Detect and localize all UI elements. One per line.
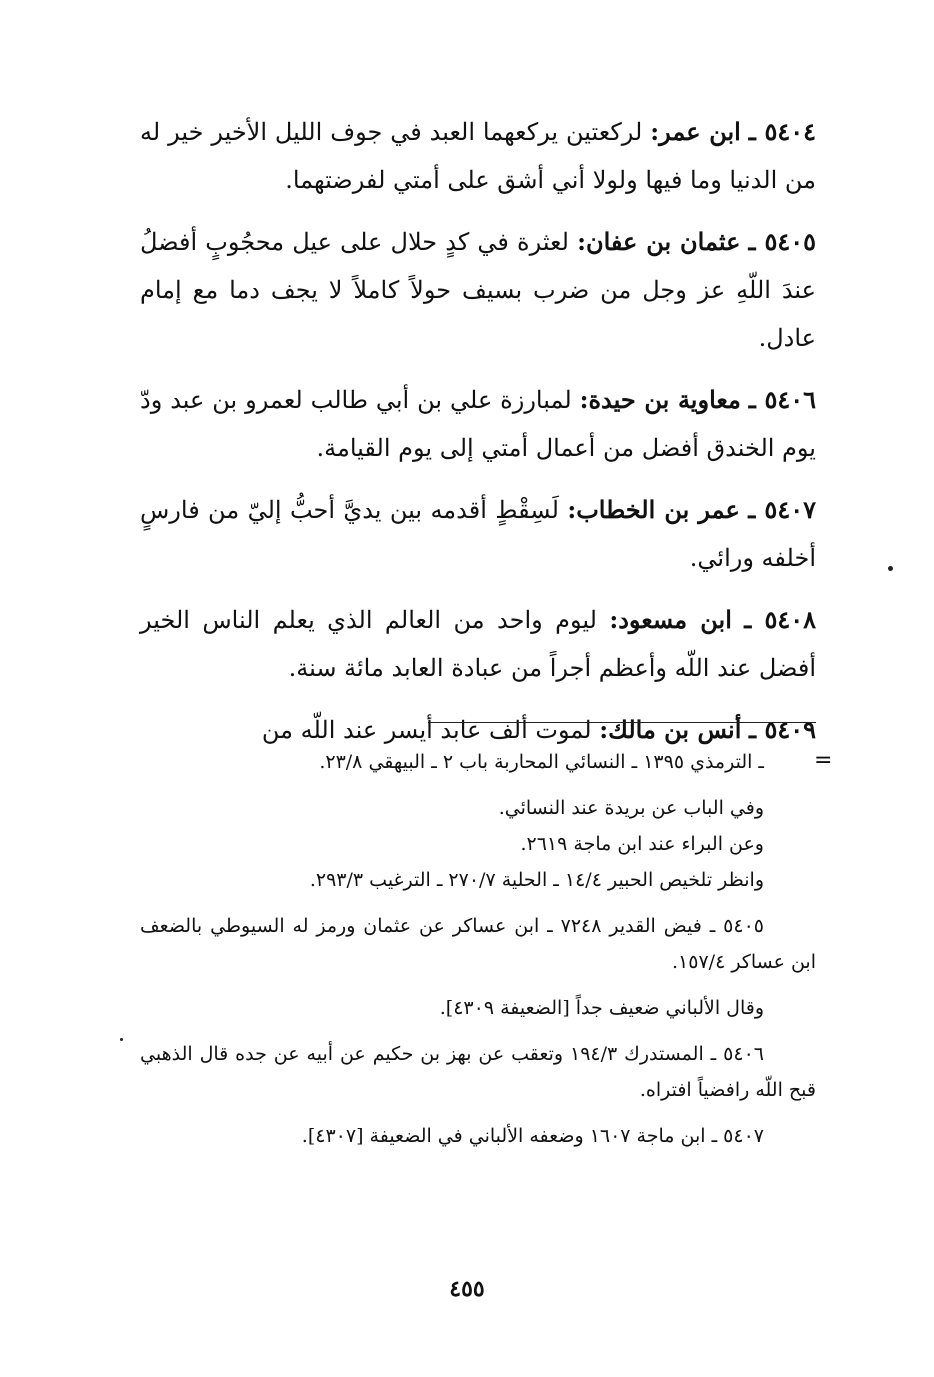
- entry-narrator: عمر بن الخطاب:: [567, 495, 740, 524]
- footnote-line: وانظر تلخيص الحبير ١٤/٤ ـ الحلية ٢٧٠/٧ ـ الترغيب ٢٩٣/٣.: [309, 869, 764, 891]
- footnotes: [140, 744, 816, 1154]
- footnote-line: ـ الترمذي ١٣٩٥ ـ النسائي المحاربة باب ٢ ـ البيهقي ٢٣/٨.: [319, 751, 764, 773]
- footnote-divider: [428, 722, 816, 723]
- entry-narrator: ابن مسعود:: [609, 605, 732, 634]
- ink-speck: [888, 566, 893, 571]
- entry-narrator: ابن عمر:: [650, 117, 741, 146]
- entry-number: ٥٤٠٧ ـ: [748, 495, 816, 524]
- entry-text: لَسِقْطٍ أقدمه بين يديَّ أحبُّ إليّ من فارسٍ أخلفه ورائي.: [140, 496, 816, 572]
- entry-number: ٥٤٠٤ ـ: [748, 117, 816, 146]
- entry-text: لموت ألف عابد أيسر عند اللّه من: [261, 716, 600, 744]
- entry-narrator: معاوية بن حيدة:: [579, 385, 741, 414]
- continuation-mark: =: [814, 748, 833, 773]
- entry-text: ليوم واحد من العالم الذي يعلم الناس الخير أفضل عند اللّه وأعظم أجراً من عبادة العابد مائة سنة.: [140, 606, 816, 682]
- footnote-line: وقال الألباني ضعيف جداً [الضعيفة ٤٣٠٩].: [439, 997, 764, 1019]
- entry-number: ٥٤٠٩ ـ: [749, 715, 816, 744]
- entry-5404: [140, 108, 816, 204]
- footnote-5405: [140, 908, 816, 980]
- entry-5407: [140, 486, 816, 582]
- footnote-line: وعن البراء عند ابن ماجة ٢٦١٩.: [520, 833, 764, 855]
- entry-5406: [140, 376, 816, 472]
- main-text: [140, 108, 816, 768]
- ink-speck: [120, 1038, 123, 1041]
- page-number: ٤٥٥: [449, 1276, 485, 1302]
- entry-text: لركعتين يركعهما العبد في جوف الليل الأخير خير له من الدنيا وما فيها ولولا أني أشق على أمتي لفرضتهما.: [140, 118, 816, 194]
- entry-narrator: أنس بن مالك:: [599, 715, 742, 744]
- entry-number: ٥٤٠٨ ـ: [744, 605, 817, 634]
- entry-text: لعثرة في كدٍ حلال على عيل محجُوبٍ أفضلُ عندَ اللّهِ عز وجل من ضرب بسيف حولاً كاملاً لا يجف دما مع إمام عادل.: [140, 228, 816, 352]
- footnote-text: ٥٤٠٥ ـ فيض القدير ٧٢٤٨ ـ ابن عساكر عن عثمان ورمز له السيوطي بالضعف ابن عساكر ١٥٧/٤.: [140, 915, 816, 973]
- entry-number: ٥٤٠٥ ـ: [748, 227, 817, 256]
- entry-text: لمبارزة علي بن أبي طالب لعمرو بن عبد ودّ يوم الخندق أفضل من أعمال أمتي إلى يوم القيامة.: [140, 386, 816, 462]
- footnote-5406: [140, 1036, 816, 1108]
- entry-narrator: عثمان بن عفان:: [577, 227, 741, 256]
- footnote-line: وفي الباب عن بريدة عند النسائي.: [498, 797, 764, 819]
- footnote-text: ٥٤٠٦ ـ المستدرك ١٩٤/٣ وتعقب عن بهز بن حكيم عن أبيه عن جده قال الذهبي قبح اللّه رافضياً افتراه.: [140, 1043, 816, 1101]
- footnote-line: ٥٤٠٧ ـ ابن ماجة ١٦٠٧ وضعفه الألباني في الضعيفة [٤٣٠٧].: [301, 1125, 764, 1147]
- entry-5405: [140, 218, 816, 362]
- entry-number: ٥٤٠٦ ـ: [748, 385, 816, 414]
- entry-5408: [140, 596, 816, 692]
